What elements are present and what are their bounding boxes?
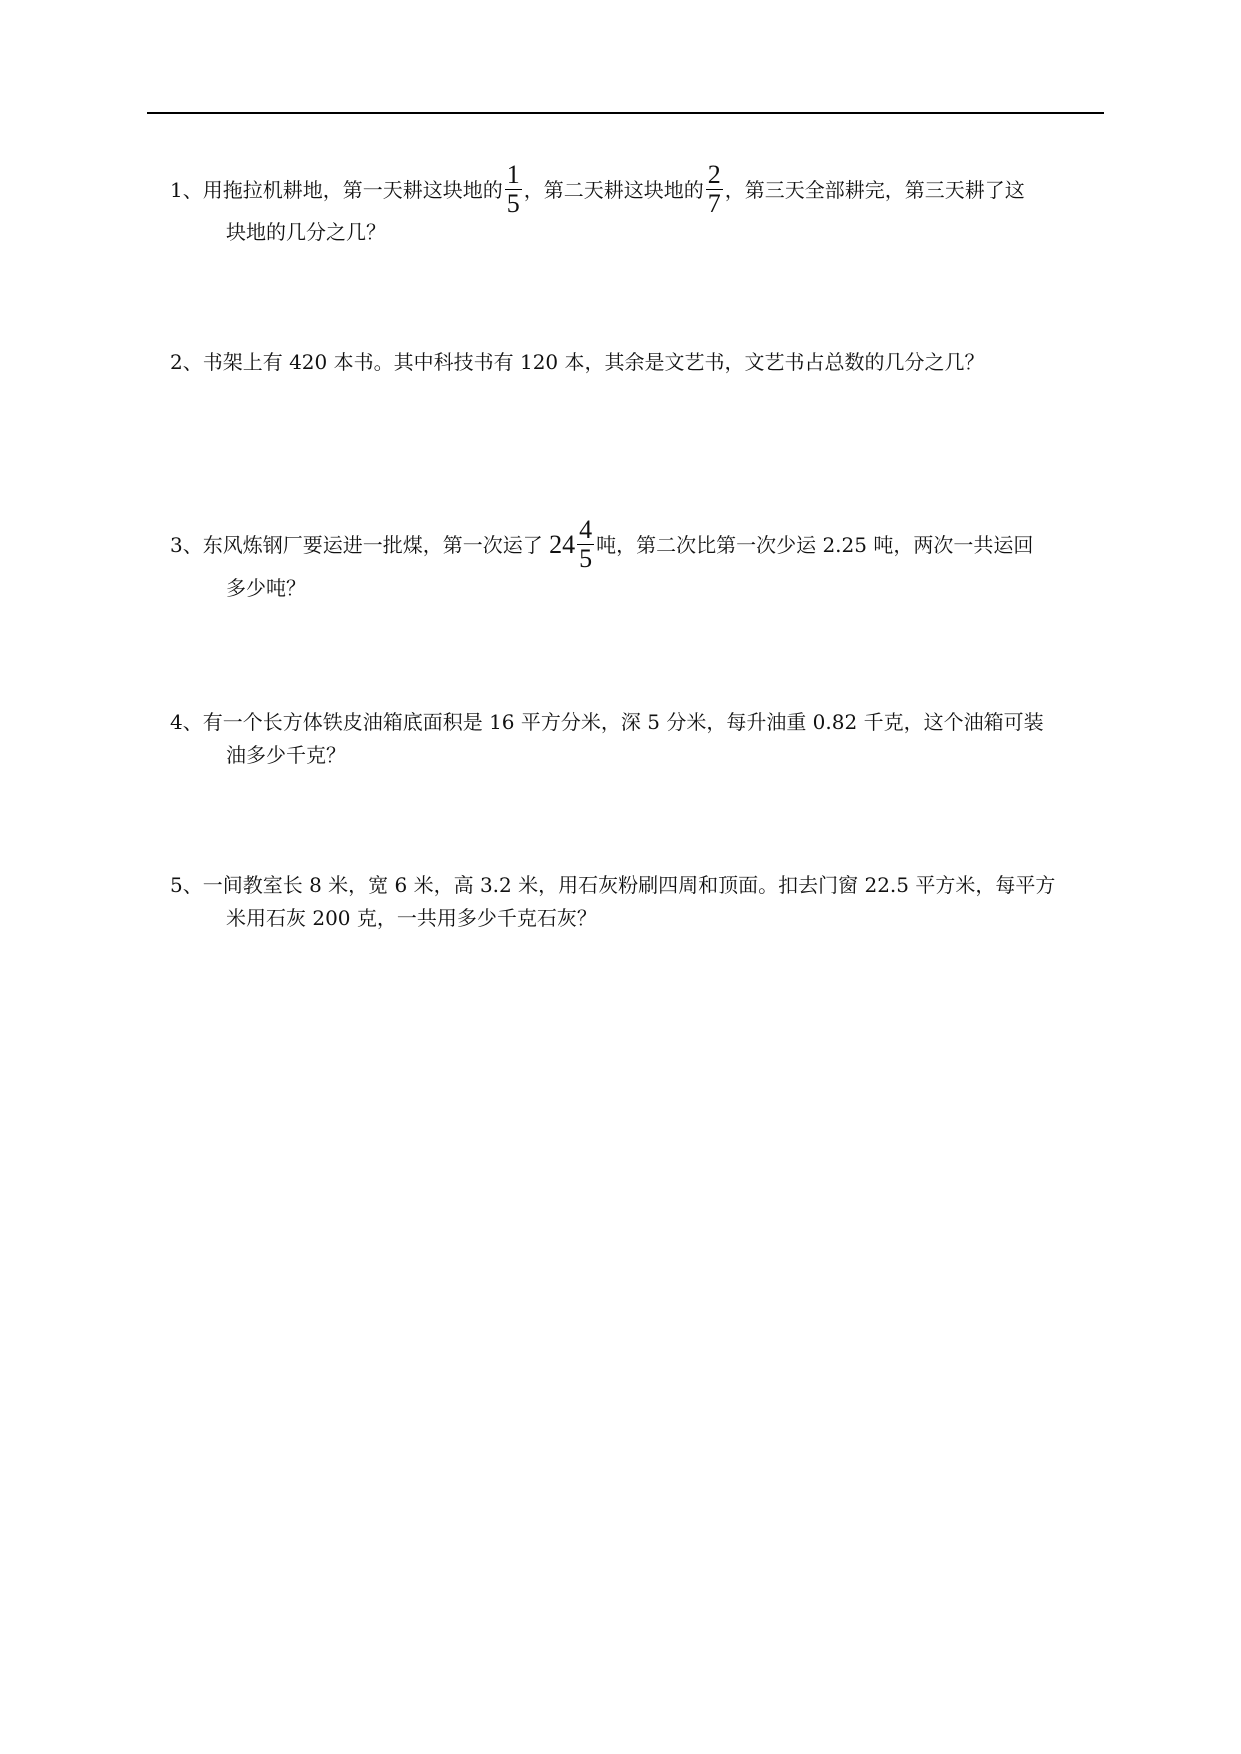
problem-3-text-a: 3、东风炼钢厂要运进一批煤，第一次运了: [170, 533, 550, 557]
fraction-one-fifth: [505, 161, 522, 218]
problem-5-line-2: 米用石灰 200 克，一共用多少千克石灰？: [226, 906, 597, 930]
fraction-numerator: 4: [579, 515, 593, 544]
problem-1-text-c: ，第三天全部耕完，第三天耕了这: [724, 178, 1025, 202]
header-rule: [147, 112, 1104, 114]
fraction-two-sevenths: [706, 161, 723, 218]
fraction-denominator: 7: [707, 189, 721, 218]
problem-1-line-1: [170, 160, 1025, 220]
problem-2-line-1: 2、书架上有 420 本书。其中科技书有 120 本，其余是文艺书，文艺书占总数的几分之几？: [170, 350, 985, 374]
problem-3-line-1: [170, 515, 1034, 575]
problem-1-text-b: ，第二天耕这块地的: [523, 178, 704, 202]
problem-4-line-1: 4、有一个长方体铁皮油箱底面积是 16 平方分米，深 5 分米，每升油重 0.82 千克，这个油箱可装: [170, 710, 1044, 734]
problem-4-line-2: 油多少千克？: [226, 743, 346, 767]
mixed-number-whole: 24: [549, 529, 576, 559]
problem-5-line-1: 5、一间教室长 8 米，宽 6 米，高 3.2 米，用石灰粉刷四周和顶面。扣去门窗 22.5 平方米，每平方: [170, 873, 1056, 897]
fraction-four-fifths: [577, 516, 594, 573]
problem-1-line-2: 块地的几分之几？: [226, 220, 386, 244]
fraction-numerator: 2: [707, 160, 721, 189]
fraction-denominator: 5: [579, 544, 593, 573]
problem-1-text-a: 1、用拖拉机耕地，第一天耕这块地的: [170, 178, 503, 202]
fraction-denominator: 5: [506, 189, 520, 218]
problem-3-text-b: 吨，第二次比第一次少运 2.25 吨，两次一共运回: [596, 533, 1034, 557]
problem-3-line-2: 多少吨？: [226, 576, 306, 600]
fraction-numerator: 1: [506, 160, 520, 189]
